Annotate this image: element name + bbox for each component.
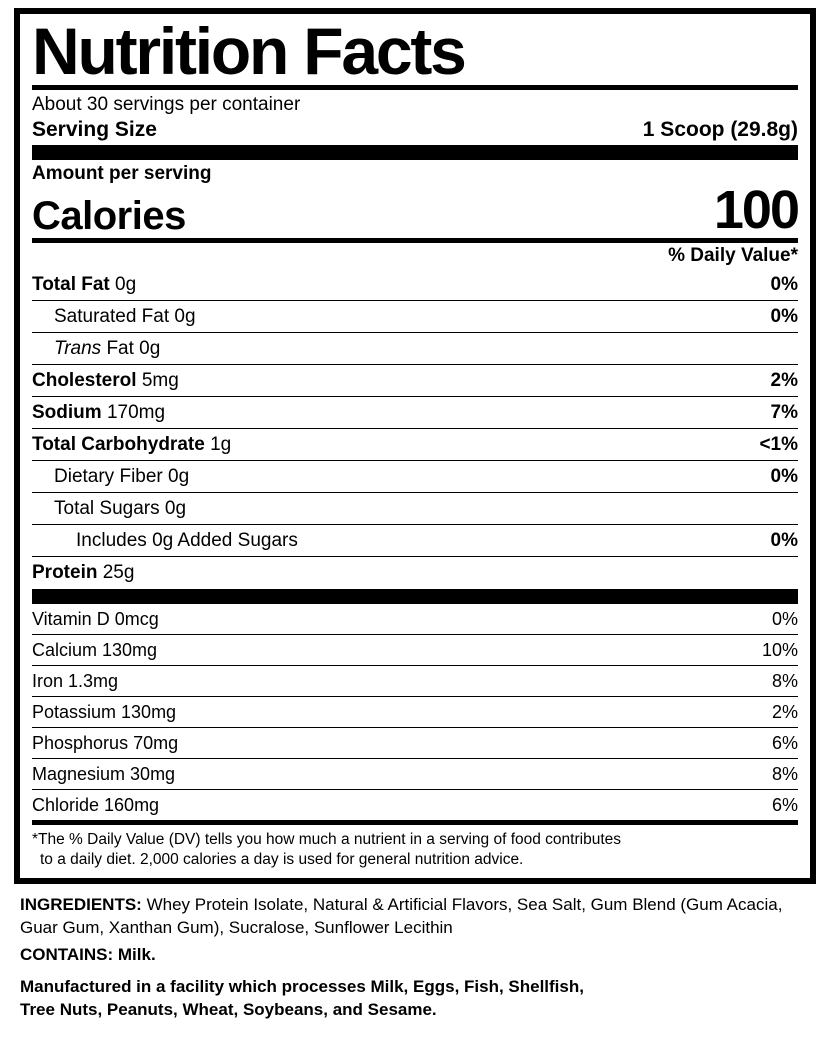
facility-statement	[20, 966, 814, 1022]
table-row	[32, 332, 798, 364]
table-row	[32, 665, 798, 696]
page-title: Nutrition Facts	[32, 14, 465, 88]
table-row	[32, 524, 798, 556]
calories-label: Calories	[32, 194, 186, 239]
vitamin-name: Calcium 130mg	[32, 640, 158, 661]
calories-value: 100	[713, 180, 798, 241]
table-row	[32, 300, 798, 332]
servings-per-container: About 30 servings per container	[32, 94, 301, 116]
amount-per-serving-label: Amount per serving	[32, 163, 212, 185]
nutrient-dv: 0%	[770, 466, 798, 488]
table-row	[32, 758, 798, 789]
nutrient-name: Total Carbohydrate 1g	[32, 434, 232, 456]
ingredients-text: Whey Protein Isolate, Natural & Artificial Flavors, Sea Salt, Gum Blend (Gum Acacia, Guar Gum, Xanthan Gum), Sucralose, Sunflower Lecithin	[20, 895, 783, 937]
vitamin-name: Chloride 160mg	[32, 795, 160, 816]
vitamin-dv: 6%	[771, 733, 798, 754]
daily-value-header: % Daily Value*	[668, 245, 798, 267]
facility-line-1: Manufactured in a facility which processes Milk, Eggs, Fish, Shellfish,	[20, 977, 584, 997]
table-row	[32, 396, 798, 428]
vitamin-name: Phosphorus 70mg	[32, 733, 179, 754]
vitamin-dv: 6%	[771, 795, 798, 816]
nutrient-dv: 7%	[770, 402, 798, 424]
vitamin-name: Vitamin D 0mcg	[32, 609, 159, 630]
nutrient-name: Sodium 170mg	[32, 402, 166, 424]
ingredients-section	[14, 884, 816, 1022]
nutrient-dv: 0%	[770, 274, 798, 296]
nutrient-dv: 0%	[770, 306, 798, 328]
facility-line-2: Tree Nuts, Peanuts, Wheat, Soybeans, and Sesame.	[20, 1000, 437, 1020]
nutrient-dv: <1%	[759, 434, 798, 456]
nutrient-name: Total Fat 0g	[32, 274, 137, 296]
serving-size-label: Serving Size	[32, 118, 157, 142]
nutrient-dv: 0%	[770, 530, 798, 552]
contains-statement: CONTAINS: Milk.	[20, 944, 156, 964]
nutrient-name: Total Sugars 0g	[54, 498, 187, 520]
vitamin-dv: 2%	[771, 702, 798, 723]
nutrient-name: Protein 25g	[32, 562, 135, 584]
nutrient-name: Cholesterol 5mg	[32, 370, 179, 392]
vitamin-name: Magnesium 30mg	[32, 764, 176, 785]
vitamin-dv: 8%	[771, 764, 798, 785]
divider-protein	[32, 589, 798, 604]
table-row	[32, 634, 798, 665]
footnote-line-1: *The % Daily Value (DV) tells you how much a nutrient in a serving of food contributes	[32, 831, 621, 849]
calories-row	[32, 180, 798, 241]
table-row	[32, 789, 798, 820]
nutrient-name: Includes 0g Added Sugars	[76, 530, 298, 552]
vitamin-dv: 0%	[771, 609, 798, 630]
table-row	[32, 364, 798, 396]
nutrient-dv: 2%	[770, 370, 798, 392]
nutrient-name: Trans Fat 0g	[54, 338, 161, 360]
table-row	[32, 604, 798, 634]
nutrient-name: Saturated Fat 0g	[54, 306, 196, 328]
vitamin-name: Potassium 130mg	[32, 702, 177, 723]
table-row-protein	[32, 556, 798, 589]
footnote-line-2: to a daily diet. 2,000 calories a day is used for general nutrition advice.	[40, 851, 524, 869]
table-row	[32, 492, 798, 524]
table-row	[32, 269, 798, 300]
table-row	[32, 428, 798, 460]
table-row	[32, 460, 798, 492]
serving-size-row	[32, 118, 798, 145]
daily-value-footnote	[32, 820, 798, 870]
serving-size-value: 1 Scoop (29.8g)	[642, 118, 798, 142]
table-row	[32, 727, 798, 758]
nutrient-name: Dietary Fiber 0g	[54, 466, 190, 488]
nutrition-facts-panel	[14, 8, 816, 884]
vitamin-name: Iron 1.3mg	[32, 671, 119, 692]
ingredients-heading: INGREDIENTS:	[20, 895, 142, 914]
vitamin-dv: 10%	[761, 640, 798, 661]
divider-serving	[32, 145, 798, 160]
vitamin-dv: 8%	[771, 671, 798, 692]
table-row	[32, 696, 798, 727]
ingredients-line	[20, 894, 814, 940]
